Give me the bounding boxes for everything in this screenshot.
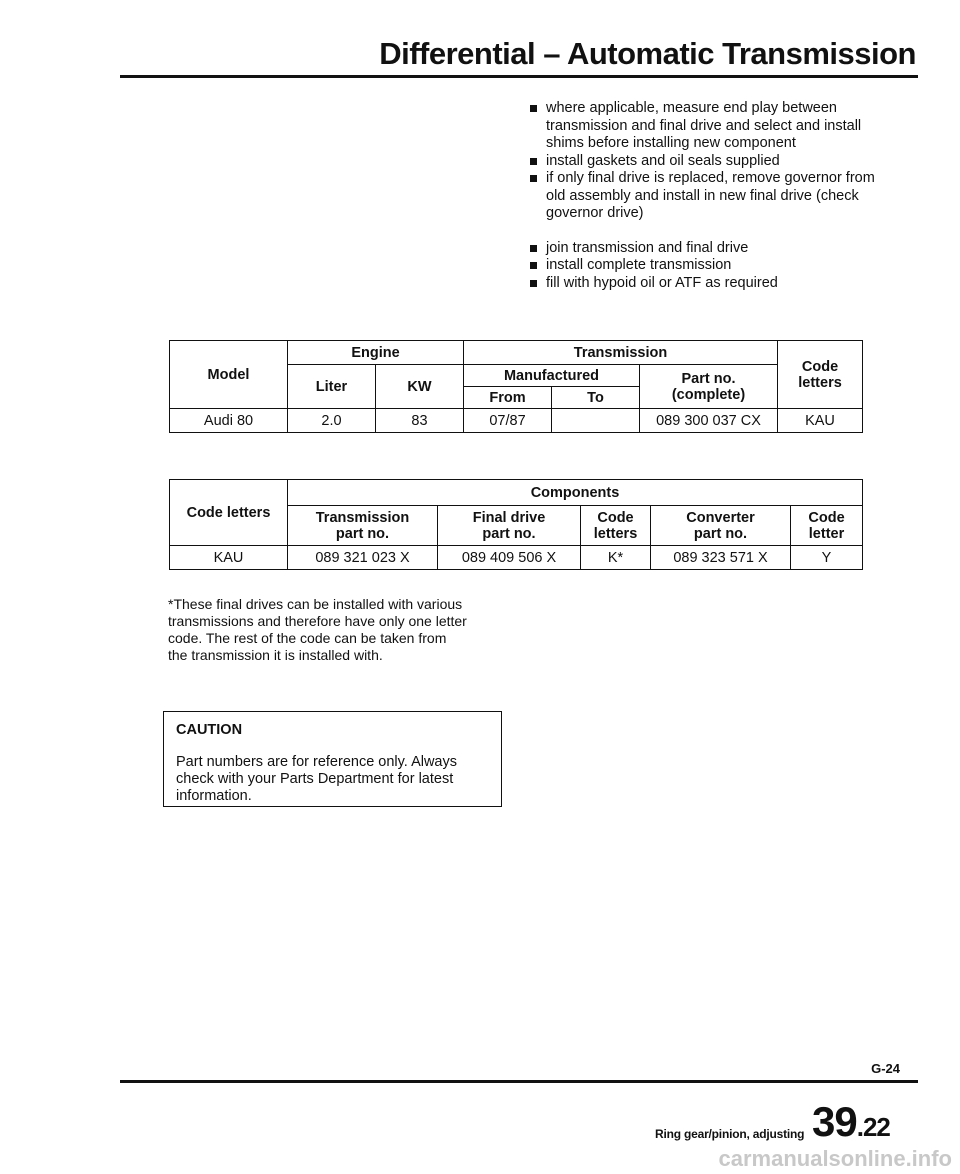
instruction-list [530,100,890,292]
cell-liter: 2.0 [288,409,376,433]
caution-text: Part numbers are for reference only. Always check with your Parts Department for latest information. [176,754,457,804]
header-liter: Liter [288,365,376,409]
header-transmission-part-label: part no. [335,525,390,542]
caution-box [163,711,502,807]
header-kw: KW [376,365,464,409]
section-label: Ring gear/pinion, adjusting [655,1127,805,1141]
header-converter-label: Converter [686,509,755,526]
instruction-item: if only final drive is replaced, remove governor from old assembly and install in new final drive (check governor drive) [530,170,890,223]
header-code-label: Code [597,509,634,526]
section-number [812,1098,890,1146]
header-converter-part-label: part no. [693,525,748,542]
cell-from: 07/87 [464,409,552,433]
cell-code-letters: KAU [170,546,288,570]
cell-code-letter: Y [791,546,863,570]
page-title: Differential – Automatic Transmission [379,36,916,71]
footnote: *These final drives can be installed with various transmissions and therefore have only one letter code. The rest of the code can be taken from the transmission it is installed with. [168,596,467,663]
header-converter-part [651,506,791,546]
caution-title: CAUTION [176,722,243,738]
cell-part-no: 089 300 037 CX [640,409,778,433]
instruction-item: install complete transmission [530,257,890,275]
header-final-drive-part-label: part no. [482,525,536,542]
cell-to [552,409,640,433]
header-letter-label: letter [808,525,845,542]
table-row [170,409,863,433]
header-transmission-label: Transmission [315,509,410,526]
header-from: From [464,387,552,409]
header-transmission: Transmission [464,341,778,365]
header-model: Model [170,341,288,409]
cell-kw: 83 [376,409,464,433]
instruction-item: fill with hypoid oil or ATF as required [530,275,890,293]
header-final-drive-part [438,506,581,546]
engine-table [169,340,863,433]
header-complete-label: (complete) [671,386,746,403]
cell-code-letters-fd: K* [581,546,651,570]
cell-final-drive-part: 089 409 506 X [438,546,581,570]
header-part-no-label: Part no. [681,370,736,387]
header-code-letters: Code letters [778,341,863,409]
header-letters-label: letters [593,525,638,542]
page-code: G-24 [871,1061,900,1076]
instruction-item: install gaskets and oil seals supplied [530,153,890,171]
header-engine: Engine [288,341,464,365]
table-row [170,546,863,570]
instruction-item: join transmission and final drive [530,240,890,258]
cell-converter-part: 089 323 571 X [651,546,791,570]
footer-rule [120,1080,918,1083]
header-code-letters: Code letters [170,480,288,546]
header-manufactured: Manufactured [464,365,640,387]
header-transmission-part [288,506,438,546]
section-number-main: 39 [812,1098,857,1145]
header-final-drive-label: Final drive [472,509,546,526]
components-table [169,479,863,570]
cell-code-letters: KAU [778,409,863,433]
header-rule [120,75,918,78]
header-code-letters-fd [581,506,651,546]
watermark: carmanualsonline.info [718,1146,952,1171]
instruction-item: where applicable, measure end play between transmission and final drive and select and install shims before installing new component [530,100,890,153]
section-number-sub: .22 [856,1112,890,1142]
header-code-letter [791,506,863,546]
header-to: To [552,387,640,409]
header-code-single-label: Code [808,509,845,526]
header-components: Components [288,480,863,506]
cell-model: Audi 80 [170,409,288,433]
header-part-no [640,365,778,409]
cell-transmission-part: 089 321 023 X [288,546,438,570]
